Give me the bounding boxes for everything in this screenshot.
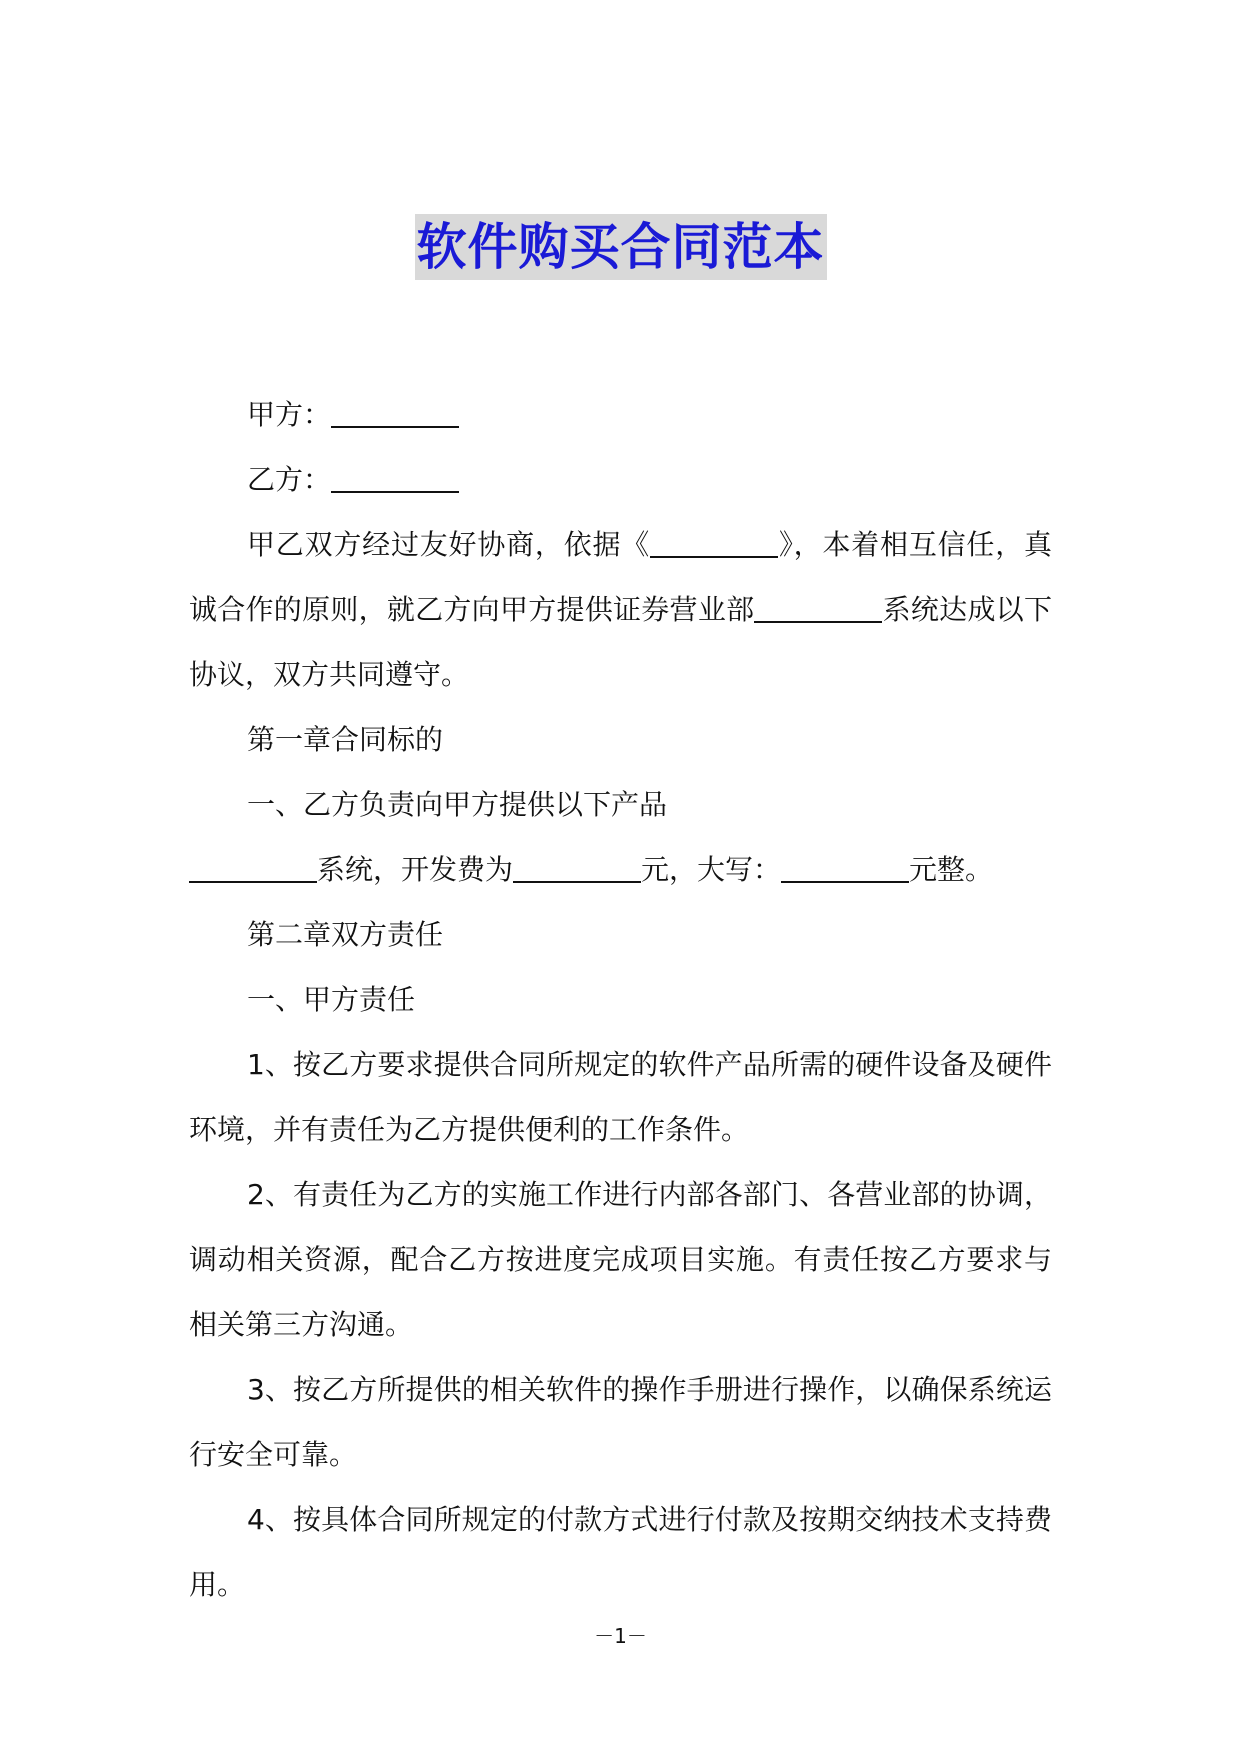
chapter-2-section-1: 一、甲方责任 — [247, 983, 416, 1016]
intro-text-3: 系统达成以下协议，双方共同遵守。 — [189, 593, 1052, 691]
fee-uppercase-blank — [781, 853, 909, 883]
party-b-blank — [331, 463, 459, 493]
fee-blank — [513, 853, 641, 883]
clause-2: 2、有责任为乙方的实施工作进行内部各部门、各营业部的协调，调动相关资源，配合乙方按进度完成项目实施。有责任按乙方要求与相关第三方沟通。 — [189, 1178, 1052, 1341]
system-blank — [754, 593, 882, 623]
product-name-blank — [189, 853, 317, 883]
intro-text-1: 甲乙双方经过友好协商，依据《 — [247, 528, 651, 561]
basis-blank — [650, 528, 778, 558]
party-b-label: 乙方： — [247, 463, 332, 496]
party-a-label: 甲方： — [247, 398, 332, 431]
clause-1: 1、按乙方要求提供合同所规定的软件产品所需的硬件设备及硬件环境，并有责任为乙方提供便利的工作条件。 — [189, 1048, 1052, 1146]
title-container — [0, 214, 1241, 280]
document-body — [189, 382, 1052, 1617]
party-a-line — [189, 382, 1052, 447]
product-text-1: 系统，开发费为 — [317, 853, 514, 886]
intro-text-2: 》，本着相互信任，真诚合作的原则，就乙方向甲方提供证券营业部 — [189, 528, 1052, 626]
clause-4: 4、按具体合同所规定的付款方式进行付款及按期交纳技术支持费用。 — [189, 1503, 1052, 1601]
chapter-1-heading: 第一章合同标的 — [247, 723, 444, 756]
chapter-1-item-1: 一、乙方负责向甲方提供以下产品 — [247, 788, 668, 821]
document-title: 软件购买合同范本 — [415, 214, 827, 280]
chapter-2-heading: 第二章双方责任 — [247, 918, 444, 951]
intro-paragraph — [189, 512, 1052, 707]
product-line — [189, 837, 1052, 902]
party-b-line — [189, 447, 1052, 512]
clause-3: 3、按乙方所提供的相关软件的操作手册进行操作，以确保系统运行安全可靠。 — [189, 1373, 1052, 1471]
product-text-2: 元，大写： — [641, 853, 782, 886]
product-text-3: 元整。 — [909, 853, 994, 886]
party-a-blank — [331, 398, 459, 428]
page-number: －1－ — [594, 1624, 647, 1648]
